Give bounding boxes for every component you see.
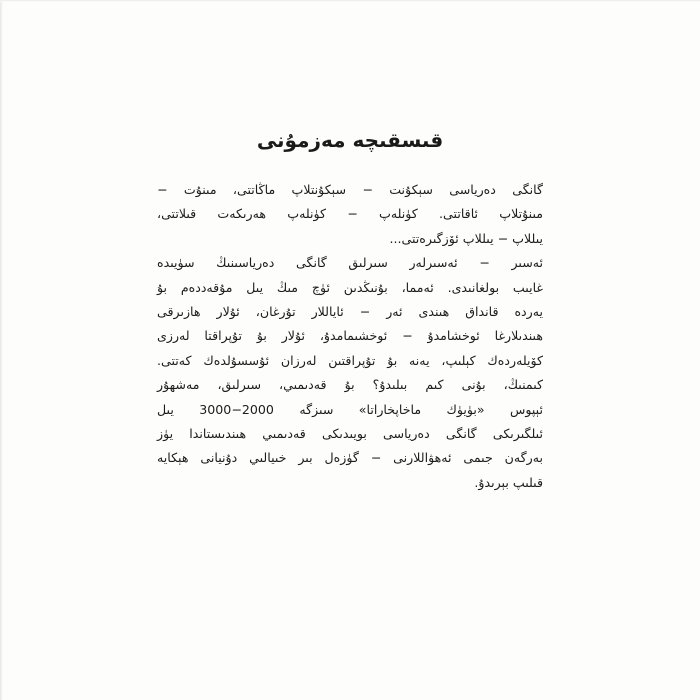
- text-line: ئىلگىرىكى گانگى دەرياسى بويىدىكى قەدىمىي ھىندىستاندا يۈز: [157, 425, 543, 441]
- text-line: غايىب بولغانىدى. ئەمما، بۇنىڭدىن ئۈچ مىڭ يىل مۇقەددەم بۇ: [157, 279, 543, 295]
- text-line: ئېپوس «بۈيۈك ماخاپخاراتا» سىزگە 2000−3000 يىل: [157, 401, 543, 417]
- text-line: گانگى دەرياسى سېكۇنت − سېكۇنتلاپ ماڭاتتى، مىنۇت −: [157, 182, 543, 197]
- text-line: مىنۇتلاپ ئاقاتتى. كۈنلەپ − كۈنلەپ ھەرىكەت قىلاتتى،: [157, 206, 543, 222]
- text-line: قىلىپ بېرىدۇ.: [474, 474, 543, 490]
- page-edge-top: [0, 0, 700, 2]
- page-title: قىسقىچە مەزمۇنى: [256, 128, 444, 152]
- summary-text: [157, 178, 543, 495]
- page-edge-left: [0, 0, 3, 700]
- text-line: يىللاپ − يىللاپ ئۆزگىرەتتى...: [389, 230, 543, 246]
- text-line: يەردە قانداق ھىندى ئەر − ئاياللار تۇرغان، ئۇلار ھازىرقى: [157, 303, 543, 319]
- text-line: كىمنىڭ، بۇنى كىم بىلىدۇ؟ بۇ قەدىمىي، سىرلىق، مەشھۇر: [157, 377, 543, 393]
- text-line: ھىندىلارغا ئوخشامدۇ − ئوخشىمامدۇ، ئۇلار بۇ تۇپراقتا لەرزى: [157, 328, 543, 344]
- text-line: كۆيلەردەك كېلىپ، يەنە بۇ تۇپراقتىن لەرزان ئۇسسۇلدەك كەتتى.: [157, 352, 543, 368]
- text-line: بەرگەن جىمى ئەھۋاللارنى − گۈزەل بىر خىيالىي دۇنيانى ھېكايە: [157, 450, 543, 466]
- text-line: ئەسىر − ئەسىرلەر سىرلىق گانگى دەرياسىنىڭ سۈيىدە: [157, 255, 543, 271]
